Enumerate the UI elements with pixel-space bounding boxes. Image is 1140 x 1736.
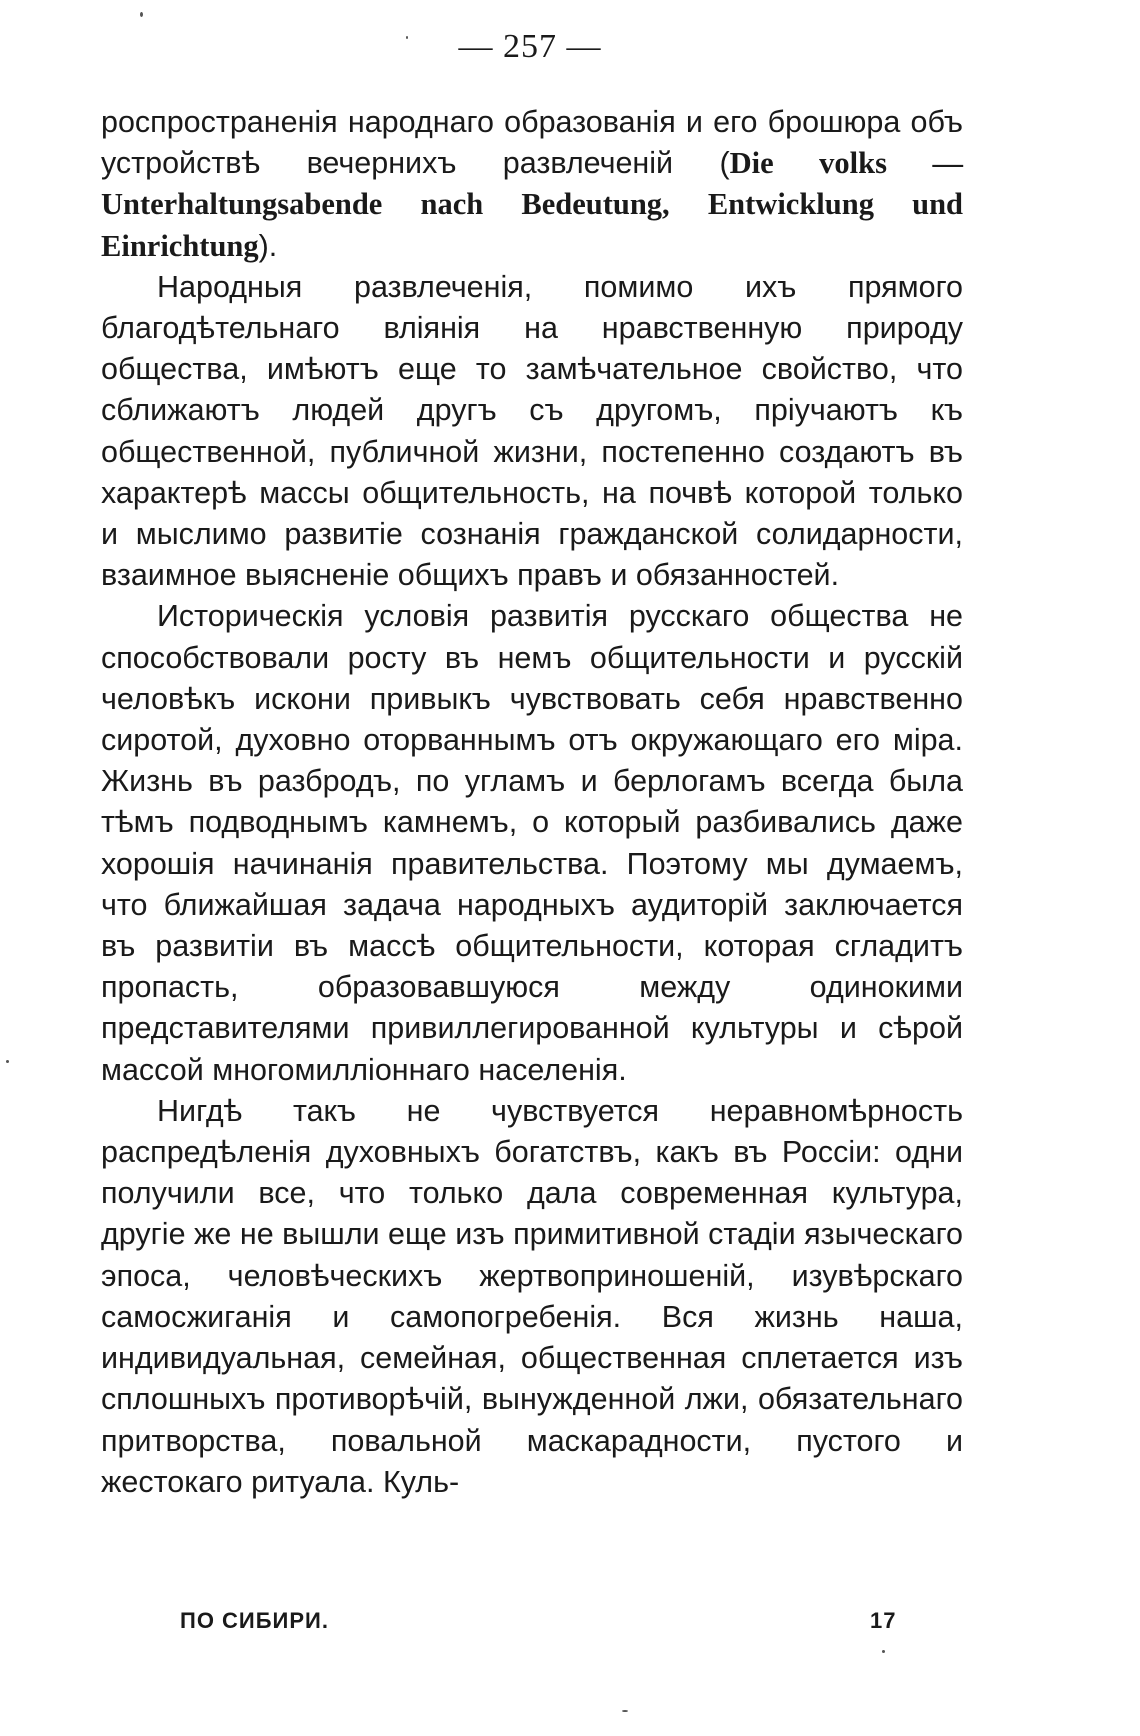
paragraph-1-text: роспространенія народнаго образованія и его брошюра объ устройствѣ вечернихъ развлеченій (: [101, 105, 963, 181]
paragraph-2: [101, 267, 963, 597]
scan-speck: [140, 12, 143, 17]
paragraph-3-text: Историческія условія развитія русскаго общества не способствовали росту въ немъ общительности и русскій человѣкъ искони привыкъ чувствовать себя нравственно сиротой, духовно оторваннымъ отъ окружающаго его міра. Жизнь въ разбродъ, по угламъ и берлогамъ всегда была тѣмъ подводнымъ камнемъ, о который разбивались даже хорошія начинанія правительства. Поэтому мы думаемъ, что ближайшая задача народныхъ аудиторій заключается въ развитіи въ массѣ общительности, которая сгладитъ пропасть, образовавшуюся между одинокими представителями привиллегированной культуры и сѣрой массой многомилліоннаго населенія.: [101, 599, 963, 1087]
body-text: [101, 102, 963, 1503]
scan-speck: [406, 36, 408, 39]
signature-number: 17: [870, 1608, 897, 1633]
paragraph-4: [101, 1091, 963, 1503]
paragraph-1: [101, 102, 963, 267]
paragraph-2-text: Народныя развлеченія, помимо ихъ прямого благодѣтельнаго вліянія на нравственную природу общества, имѣютъ еще то замѣчательное свойство, что сближаютъ людей другъ съ другомъ, пріучаютъ къ общественной, публичной жизни, постепенно создаютъ въ характерѣ массы общительность, на почвѣ которой только и мыслимо развитіе сознанія гражданской солидарности, взаимное выясненіе общихъ правъ и обязанностей.: [101, 269, 963, 593]
german-book-title: Die volks — Unterhaltungsabende nach Bedeutung, Entwicklung und Einrichtung: [101, 146, 963, 263]
scan-speck: [6, 1060, 9, 1063]
page-number: — 257 —: [458, 28, 602, 65]
signature-mark: ПО СИБИРИ.: [180, 1608, 329, 1633]
scan-speck: [622, 1710, 628, 1712]
paragraph-4-text: Нигдѣ такъ не чувствуется неравномѣрность распредѣленія духовныхъ богатствъ, какъ въ Россіи: одни получили все, что только дала современная культура, другіе же не вышли еще изъ примитивной стадіи языческаго эпоса, человѣческихъ жертвоприношеній, изувѣрскаго самосжиганія и самопогребенія. Вся жизнь наша, индивидуальная, семейная, общественная сплетается изъ сплошныхъ противорѣчій, вынужденной лжи, обязательнаго притворства, повальной маскарадности, пустого и жестокаго ритуала. Куль-: [101, 1093, 963, 1499]
scan-speck: [882, 1650, 885, 1653]
paragraph-3: [101, 596, 963, 1090]
paragraph-1-end: ).: [258, 228, 278, 263]
